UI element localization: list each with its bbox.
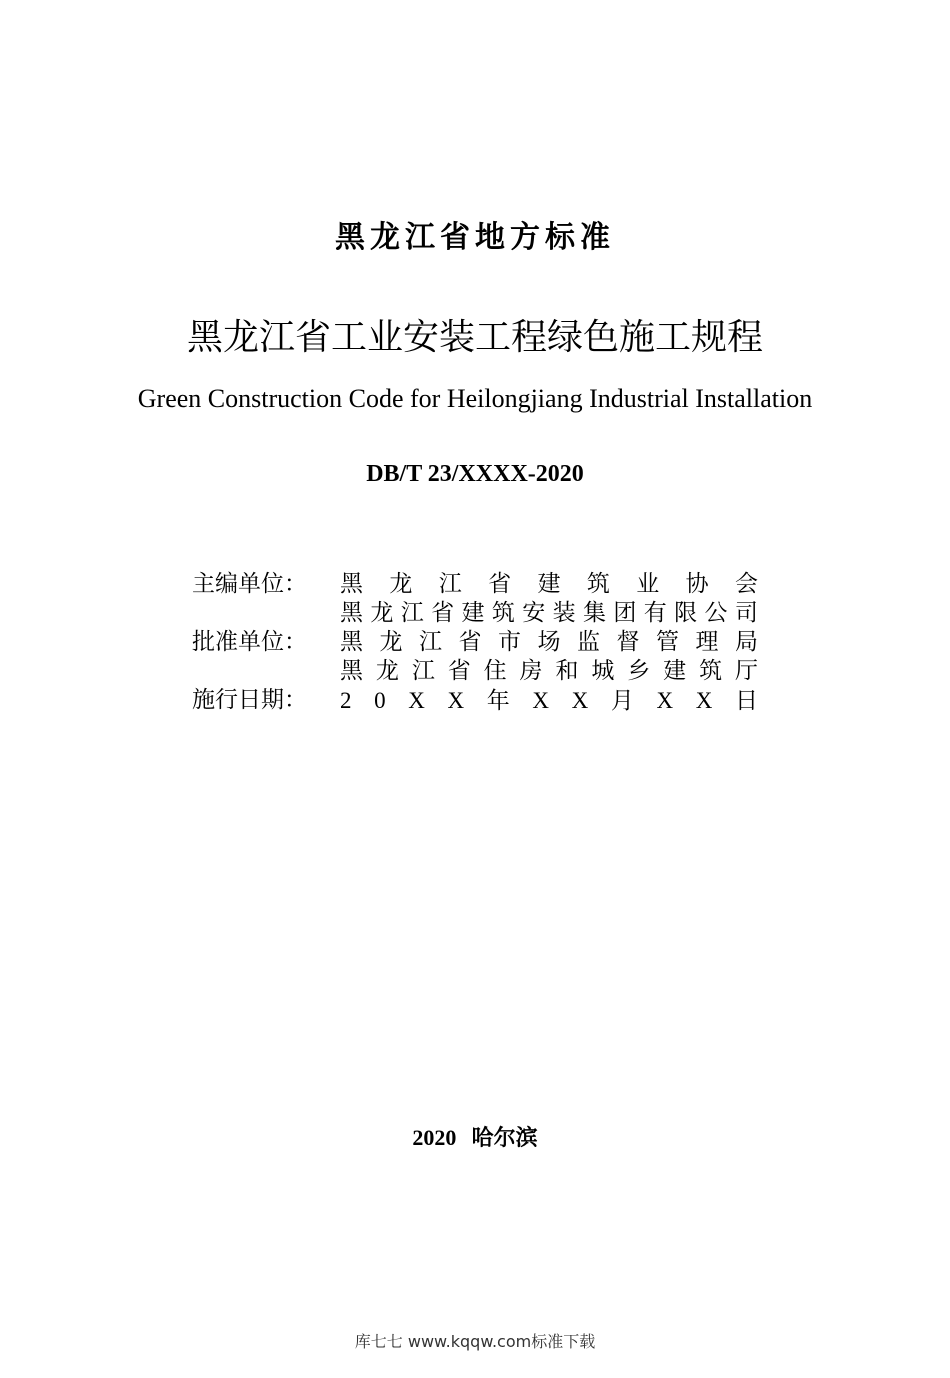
spread-char: 江 <box>411 658 435 684</box>
document-title-chinese: 黑龙江省工业安装工程绿色施工规程 <box>186 317 763 358</box>
spread-char: X <box>571 688 589 713</box>
spread-char: 市 <box>498 629 521 655</box>
spread-char: 0 <box>374 688 386 713</box>
spread-char: 监 <box>577 629 600 655</box>
spread-char: X <box>656 688 674 713</box>
spread-char: 江 <box>438 571 462 597</box>
spread-char: 厅 <box>734 658 758 684</box>
publication-year: 2020 <box>412 1125 457 1150</box>
spread-char: 和 <box>555 658 579 684</box>
spread-char: 管 <box>656 629 679 655</box>
standard-type-heading: 黑龙江省地方标准 <box>335 220 615 255</box>
spread-char: 安 <box>522 600 546 626</box>
spread-char: 装 <box>552 600 576 626</box>
editor-unit-2 <box>340 599 758 628</box>
standard-code: DB/T 23/XXXX-2020 <box>366 461 584 487</box>
spread-char: X <box>695 688 713 713</box>
spread-char: 省 <box>488 571 512 597</box>
spread-char: 省 <box>458 629 482 655</box>
approver-row <box>192 628 758 686</box>
spread-char: 龙 <box>375 658 399 684</box>
editor-unit-1 <box>340 570 758 599</box>
spread-char: 住 <box>483 658 507 684</box>
spread-char: 黑 <box>340 571 363 597</box>
publication-line <box>0 1122 950 1155</box>
spread-char: 年 <box>486 688 510 713</box>
spread-char: 筑 <box>699 658 723 684</box>
spread-char: 省 <box>447 658 471 684</box>
editor-row <box>192 570 758 628</box>
editor-units <box>340 570 758 628</box>
approver-label: 批准单位： <box>192 629 307 655</box>
spread-char: 限 <box>674 600 698 626</box>
spread-char: 公 <box>704 600 728 626</box>
spread-char: 场 <box>537 629 561 655</box>
spread-char: 江 <box>400 600 424 626</box>
approver-unit-2 <box>340 657 758 686</box>
spread-char: 黑 <box>340 600 363 626</box>
spread-char: 月 <box>610 688 634 713</box>
spread-char: 会 <box>735 571 758 597</box>
spread-char: 黑 <box>340 658 363 684</box>
spread-char: 筑 <box>586 571 610 597</box>
spread-char: 协 <box>685 571 709 597</box>
spread-char: 2 <box>340 688 352 713</box>
approver-units <box>340 628 758 686</box>
footer-watermark: 库七七 www.kqqw.com标准下载 <box>354 1332 596 1351</box>
spread-char: 龙 <box>379 629 403 655</box>
spread-char: 龙 <box>389 571 413 597</box>
document-title-english: Green Construction Code for Heilongjiang Industrial Installation <box>137 384 813 413</box>
spread-char: 乡 <box>627 658 651 684</box>
spread-char: 黑 <box>340 629 363 655</box>
editor-label: 主编单位： <box>192 571 307 597</box>
approver-unit-1 <box>340 628 758 657</box>
document-info-block <box>192 570 758 715</box>
spread-char: 省 <box>431 600 455 626</box>
spread-char: 房 <box>519 658 543 684</box>
spread-char: 建 <box>461 600 485 626</box>
spread-char: 龙 <box>370 600 394 626</box>
effective-date <box>340 686 758 715</box>
spread-char: X <box>408 688 425 713</box>
spread-char: 业 <box>636 571 660 597</box>
spread-char: 江 <box>419 629 442 655</box>
spread-char: 城 <box>591 658 615 684</box>
date-row <box>192 686 758 715</box>
spread-char: 司 <box>734 600 758 626</box>
date-label: 施行日期： <box>192 687 307 713</box>
spread-char: X <box>532 688 549 713</box>
spread-char: 局 <box>735 629 758 655</box>
spread-char: 建 <box>537 571 561 597</box>
spread-char: 建 <box>663 658 687 684</box>
spread-char: 集 <box>583 600 606 626</box>
spread-char: 有 <box>643 600 667 626</box>
spread-char: 筑 <box>491 600 515 626</box>
spread-char: 团 <box>613 600 637 626</box>
effective-date-value <box>340 686 758 715</box>
spread-char: X <box>447 688 465 713</box>
spread-char: 日 <box>735 688 758 713</box>
spread-char: 理 <box>695 629 719 655</box>
spread-char: 督 <box>616 629 640 655</box>
publication-city: 哈尔滨 <box>471 1126 538 1151</box>
